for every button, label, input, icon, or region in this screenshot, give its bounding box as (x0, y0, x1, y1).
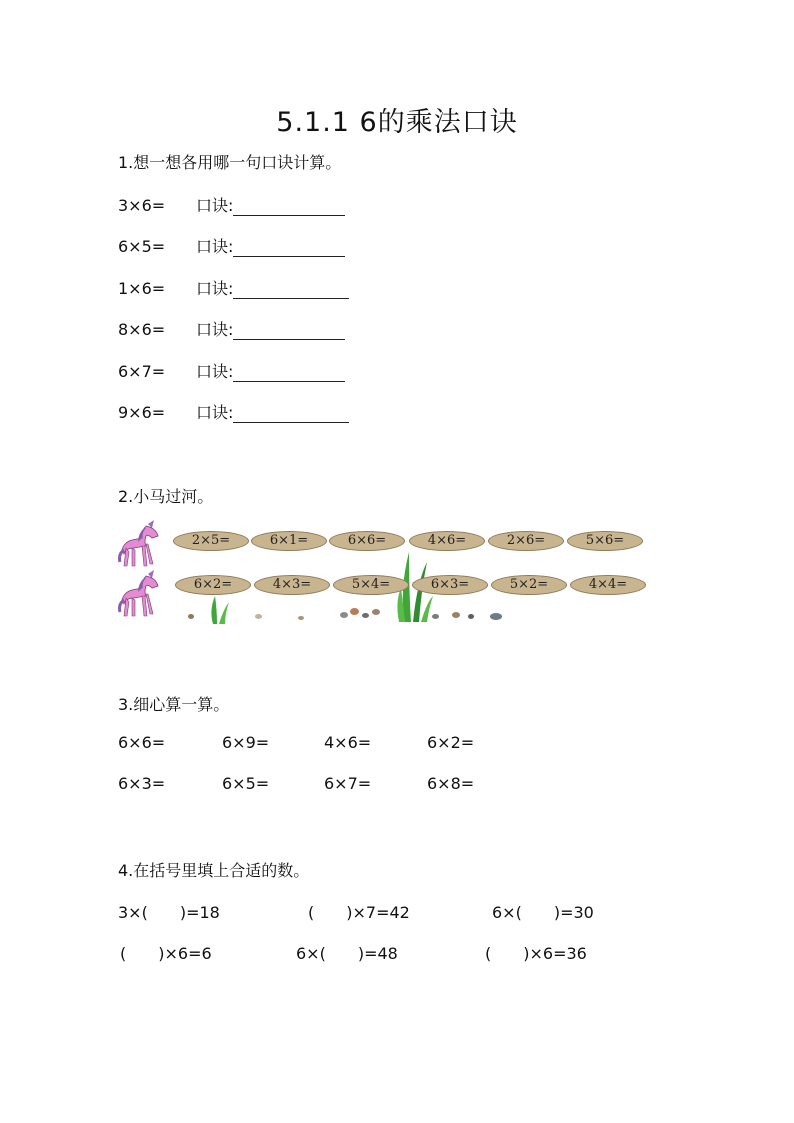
horse-icon (118, 570, 164, 618)
stone-label: 4×4= (588, 577, 628, 592)
q3-item: 6×9= (222, 733, 270, 752)
q4-item: 6×( )=30 (492, 903, 594, 922)
q1-expr: 6×7= (118, 362, 166, 381)
q1-label: 口诀: (196, 320, 234, 339)
stepping-stone[interactable] (491, 575, 567, 601)
pebble (188, 614, 194, 619)
stepping-stone[interactable] (175, 575, 251, 601)
stone-label: 6×3= (430, 577, 470, 592)
q3-item: 6×5= (222, 774, 270, 793)
q1-row (118, 276, 349, 299)
q1-expr: 9×6= (118, 403, 166, 422)
q4-item: ( )×7=42 (308, 903, 410, 922)
stone-label: 2×6= (506, 533, 546, 548)
q1-row (118, 317, 345, 340)
q1-label: 口诀: (196, 403, 234, 422)
stepping-stone[interactable] (254, 575, 330, 601)
q1-row (118, 359, 345, 382)
q1-answer-blank[interactable] (233, 199, 345, 216)
q3-item: 6×8= (427, 774, 475, 793)
stepping-stone[interactable] (251, 531, 327, 557)
stepping-stone[interactable] (567, 531, 643, 557)
q1-row (118, 234, 345, 257)
pebble (340, 612, 348, 618)
q1-heading: 1.想一想各用哪一句口诀计算。 (118, 153, 342, 172)
river-illustration (110, 512, 670, 632)
q1-answer-blank[interactable] (233, 240, 345, 257)
q1-label: 口诀: (196, 237, 234, 256)
q3-item: 6×3= (118, 774, 166, 793)
q4-heading: 4.在括号里填上合适的数。 (118, 861, 310, 880)
stone-label: 6×1= (269, 533, 309, 548)
stone-label: 4×6= (427, 533, 467, 548)
stepping-stone[interactable] (329, 531, 405, 557)
stone-label: 2×5= (191, 533, 231, 548)
q1-answer-blank[interactable] (233, 323, 345, 340)
q1-expr: 8×6= (118, 320, 166, 339)
horse-icon (118, 520, 164, 568)
q2-heading: 2.小马过河。 (118, 487, 214, 506)
q4-item: 6×( )=48 (296, 944, 398, 963)
page-title: 5.1.1 6的乘法口诀 (276, 107, 518, 138)
q3-item: 6×2= (427, 733, 475, 752)
pebble (452, 612, 460, 618)
q3-item: 6×6= (118, 733, 166, 752)
stone-label: 5×2= (509, 577, 549, 592)
q1-row (118, 400, 349, 423)
pebble (298, 616, 304, 620)
q4-item: 3×( )=18 (118, 903, 220, 922)
pebble (468, 614, 474, 619)
stone-label: 6×6= (347, 533, 387, 548)
q1-label: 口诀: (196, 279, 234, 298)
q1-label: 口诀: (196, 362, 234, 381)
stepping-stone[interactable] (409, 531, 485, 557)
q1-label: 口诀: (196, 196, 234, 215)
stone-label: 5×6= (585, 533, 625, 548)
q1-row (118, 193, 345, 216)
q4-item: ( )×6=36 (485, 944, 587, 963)
q1-answer-blank[interactable] (233, 406, 349, 423)
q3-item: 6×7= (324, 774, 372, 793)
stepping-stone[interactable] (173, 531, 249, 557)
pebble (432, 614, 439, 619)
pebble (372, 609, 380, 615)
stone-label: 4×3= (272, 577, 312, 592)
q1-expr: 3×6= (118, 196, 166, 215)
pebble (490, 613, 502, 620)
stone-label: 6×2= (193, 577, 233, 592)
q1-answer-blank[interactable] (233, 365, 345, 382)
q3-item: 4×6= (324, 733, 372, 752)
pebble (362, 613, 369, 618)
q1-answer-blank[interactable] (233, 282, 349, 299)
stepping-stone[interactable] (570, 575, 646, 601)
stepping-stone[interactable] (333, 575, 409, 601)
q1-expr: 1×6= (118, 279, 166, 298)
stone-label: 5×4= (351, 577, 391, 592)
q1-expr: 6×5= (118, 237, 166, 256)
stepping-stone[interactable] (412, 575, 488, 601)
stepping-stone[interactable] (488, 531, 564, 557)
pebble (255, 614, 262, 619)
q4-item: ( )×6=6 (120, 944, 212, 963)
pebble (350, 608, 359, 615)
q3-heading: 3.细心算一算。 (118, 695, 230, 714)
